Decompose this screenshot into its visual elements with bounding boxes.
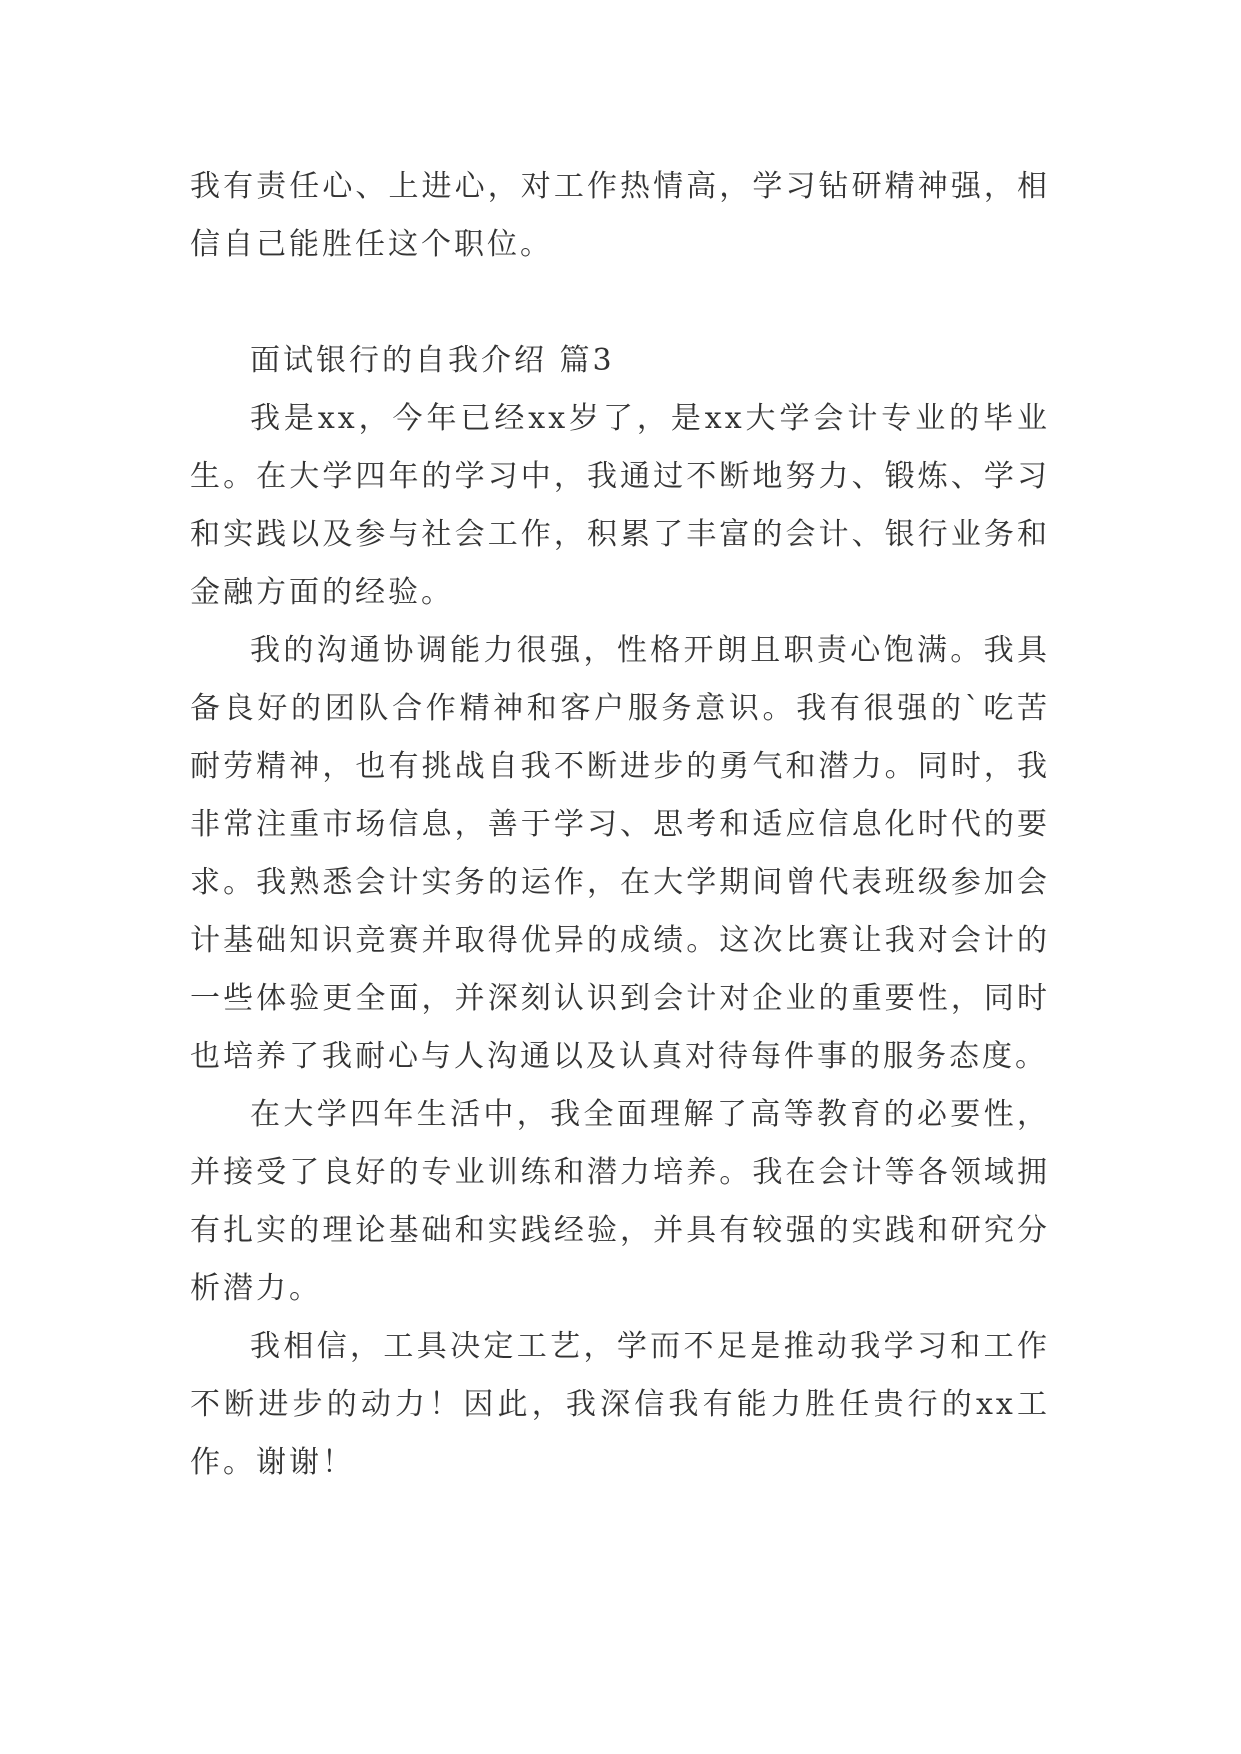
intro-tail-paragraph: 我有责任心、上进心，对工作热情高，学习钻研精神强，相信自己能胜任这个职位。 — [190, 169, 1050, 262]
paragraph-3: 在大学四年生活中，我全面理解了高等教育的必要性，并接受了良好的专业训练和潜力培养。我在会计等各领域拥有扎实的理论基础和实践经验，并具有较强的实践和研究分析潜力。 — [190, 1097, 1050, 1306]
section-title: 面试银行的自我介绍 篇3 — [250, 343, 615, 378]
paragraph-4: 我相信，工具决定工艺，学而不足是推动我学习和工作不断进步的动力！因此，我深信我有能力胜任贵行的xx工作。谢谢！ — [190, 1329, 1050, 1480]
document-body — [190, 158, 1050, 1492]
paragraph-1: 我是xx，今年已经xx岁了，是xx大学会计专业的毕业生。在大学四年的学习中，我通过不断地努力、锻炼、学习和实践以及参与社会工作，积累了丰富的会计、银行业务和金融方面的经验。 — [190, 401, 1050, 610]
paragraph-2: 我的沟通协调能力很强，性格开朗且职责心饱满。我具备良好的团队合作精神和客户服务意识。我有很强的`吃苦耐劳精神，也有挑战自我不断进步的勇气和潜力。同时，我非常注重市场信息，善于学习、思考和适应信息化时代的要求。我熟悉会计实务的运作，在大学期间曾代表班级参加会计基础知识竞赛并取得优异的成绩。这次比赛让我对会计的一些体验更全面，并深刻认识到会计对企业的重要性，同时也培养了我耐心与人沟通以及认真对待每件事的服务态度。 — [190, 633, 1050, 1074]
